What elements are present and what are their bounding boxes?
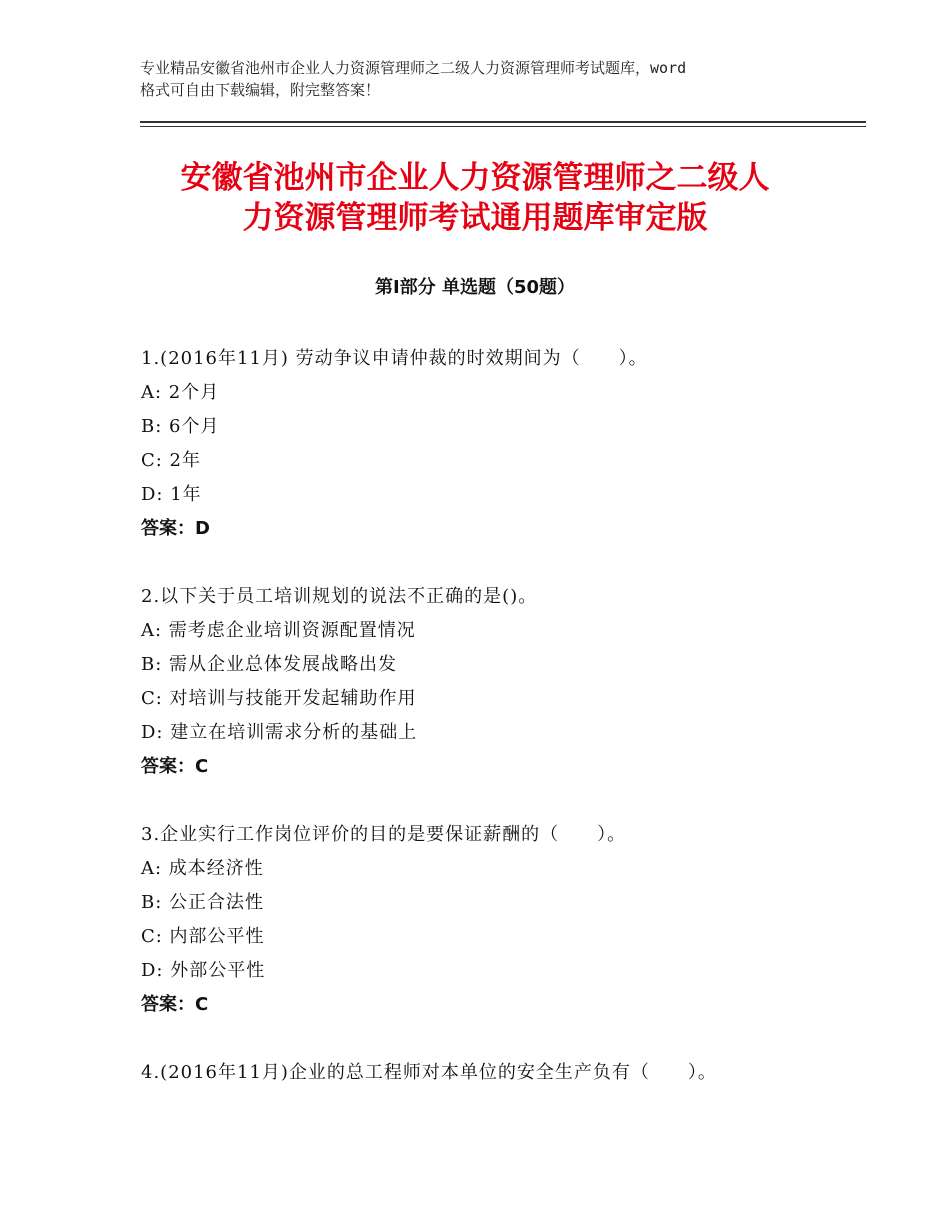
question-stem: 4.(2016年11月)企业的总工程师对本单位的安全生产负有（ ）。 xyxy=(141,1062,717,1083)
option-d: D: 建立在培训需求分析的基础上 xyxy=(141,722,418,743)
question-stem: 3.企业实行工作岗位评价的目的是要保证薪酬的（ ）。 xyxy=(141,824,627,845)
header-rule-thin xyxy=(140,126,866,127)
option-d: D: 外部公平性 xyxy=(141,960,266,981)
option-b: B: 需从企业总体发展战略出发 xyxy=(141,654,398,675)
option-c: C: 内部公平性 xyxy=(141,926,265,947)
option-a: A: 需考虑企业培训资源配置情况 xyxy=(141,620,416,641)
document-title xyxy=(100,158,850,238)
question-4 xyxy=(141,1056,861,1090)
title-line-1: 安徽省池州市企业人力资源管理师之二级人 xyxy=(180,160,770,196)
question-3 xyxy=(141,818,861,1022)
header-note: 专业精品安徽省池州市企业人力资源管理师之二级人力资源管理师考试题库，word 格式可自由下载编辑，附完整答案！ xyxy=(140,59,687,99)
title-line-2: 力资源管理师考试通用题库审定版 xyxy=(242,200,708,236)
option-a: A: 成本经济性 xyxy=(141,858,264,879)
option-c: C: 2年 xyxy=(141,450,202,471)
header-rule-thick xyxy=(140,121,866,123)
question-1 xyxy=(141,342,861,546)
option-b: B: 公正合法性 xyxy=(141,892,265,913)
option-a: A: 2个月 xyxy=(141,382,220,403)
option-c: C: 对培训与技能开发起辅助作用 xyxy=(141,688,417,709)
option-b: B: 6个月 xyxy=(141,416,220,437)
question-2 xyxy=(141,580,861,784)
answer-label: 答案：C xyxy=(141,756,209,777)
section-title: 第Ⅰ部分 单选题（50题） xyxy=(374,277,575,298)
option-d: D: 1年 xyxy=(141,484,202,505)
question-stem: 1.(2016年11月) 劳动争议申请仲裁的时效期间为（ ）。 xyxy=(141,348,648,369)
answer-label: 答案：C xyxy=(141,994,209,1015)
question-stem: 2.以下关于员工培训规划的说法不正确的是()。 xyxy=(141,586,538,607)
answer-label: 答案：D xyxy=(141,518,210,539)
question-list xyxy=(141,342,861,1124)
